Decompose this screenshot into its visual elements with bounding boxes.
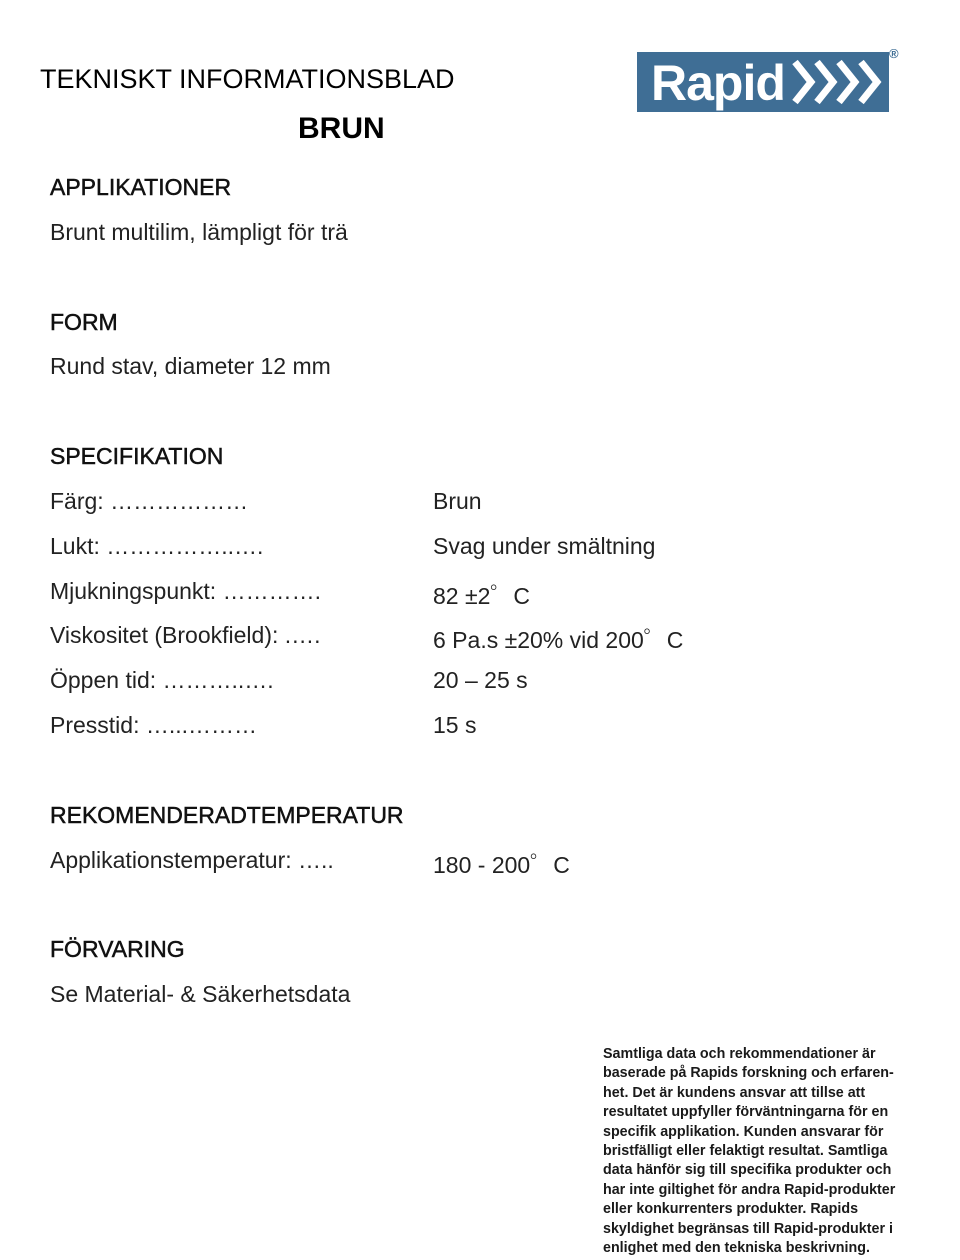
spec-label-press-time: Presstid: …...……… — [50, 712, 258, 738]
storage-text: Se Material- & Säkerhetsdata — [50, 981, 351, 1007]
spec-value-press-time: 15 s — [433, 712, 477, 738]
registered-mark: ® — [889, 46, 899, 61]
spec-value-color: Brun — [433, 488, 482, 514]
spec-label-softening-point: Mjukningspunkt: …………. — [50, 578, 321, 604]
disclaimer-text: Samtliga data och rekommendationer är baserade på Rapids forskning och erfaren- het. Det är kundens ansvar att tillse att resultatet uppfyller förväntningarna för en specifik applikation. Kunden ansvarar för bristfälligt eller felaktigt resultat. Samtliga data hänför sig till specifika produkter och har inte giltighet för andra Rapid-produkter eller konkurrenters produkter. Rapids skyldighet begränsas till Rapid-produkter i enlighet med den tekniska beskrivning. — [603, 1046, 896, 1257]
spec-label-color: Färg: ……………… — [50, 488, 249, 514]
form-text: Rund stav, diameter 12 mm — [50, 353, 331, 379]
document-title: TEKNISKT INFORMATIONSBLAD — [40, 64, 455, 94]
storage-heading: FÖRVARING — [50, 936, 185, 962]
logo-background — [637, 52, 889, 112]
spec-value-softening-point: 82 ±2゜C — [433, 583, 530, 609]
specification-heading: SPECIFIKATION — [50, 443, 224, 469]
spec-label-open-time: Öppen tid: ………..…. — [50, 667, 274, 693]
applications-heading: APPLIKATIONER — [50, 174, 232, 200]
applications-text: Brunt multilim, lämpligt för trä — [50, 219, 348, 245]
spec-label-viscosity: Viskositet (Brookfield): .…. — [50, 622, 321, 648]
product-name: BRUN — [298, 112, 385, 145]
spec-value-open-time: 20 – 25 s — [433, 667, 528, 693]
logo-chevrons-icon — [789, 58, 885, 106]
logo-wordmark: Rapid — [651, 55, 785, 111]
temperature-label: Applikationstemperatur: ….. — [50, 847, 334, 873]
form-heading: FORM — [50, 309, 118, 335]
spec-label-odor: Lukt: ……………..…. — [50, 533, 264, 559]
temperature-value: 180 - 200゜C — [433, 852, 570, 878]
spec-value-odor: Svag under smältning — [433, 533, 656, 559]
spec-value-viscosity: 6 Pa.s ±20% vid 200゜C — [433, 627, 684, 653]
temperature-heading: REKOMENDERADTEMPERATUR — [50, 802, 404, 828]
rapid-logo — [637, 46, 905, 112]
